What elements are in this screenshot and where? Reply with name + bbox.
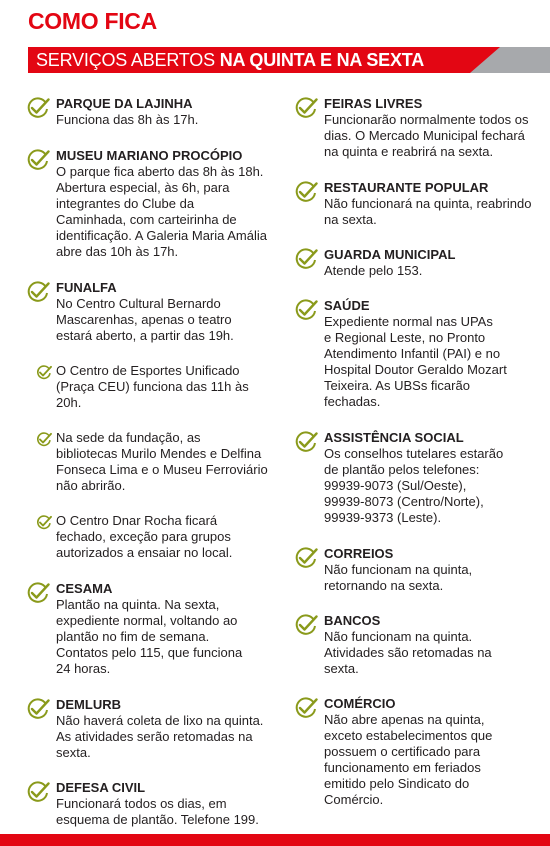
service-text-line: na quinta e reabrirá na sexta. [324,144,494,159]
service-text-line: funcionamento em feriados [324,760,481,775]
bottom-red-bar [0,834,550,846]
service-subitem-praca-ceu [26,363,276,411]
service-text-line: esquema de plantão. Telefone 199. [56,812,259,827]
service-text-line: Não haverá coleta de lixo na quinta. [56,713,264,728]
service-text-line: sexta. [56,745,91,760]
service-text-line: não abrirão. [56,478,126,493]
service-title: RESTAURANTE POPULAR [324,180,489,195]
service-item-correios [294,546,544,594]
service-text-line: sexta. [324,661,359,676]
service-text-line: 20h. [56,395,82,410]
banner-text [36,50,424,71]
service-text-line: plantão no fim de semana. [56,629,210,644]
service-text-line: Os conselhos tutelares estarão [324,446,504,461]
service-item-comercio [294,696,544,808]
checkmark-icon [26,97,50,119]
service-text-line: O Centro Dnar Rocha ficará [56,513,218,528]
service-text-line: fechadas. [324,394,381,409]
service-text-line: fechado, exceção para grupos [56,529,231,544]
service-text-line: 99939-8073 (Centro/Norte), [324,494,484,509]
service-text-line: Expediente normal nas UPAs [324,314,493,329]
service-item-bancos [294,613,544,677]
service-text-line: No Centro Cultural Bernardo [56,296,221,311]
service-title: BANCOS [324,613,381,628]
service-text-line: na sexta. [324,212,377,227]
small-checkmark-icon [36,365,52,380]
service-text-line: identificação. A Galeria Maria Amália [56,228,267,243]
service-item-cesama [26,581,276,677]
checkmark-icon [294,97,318,119]
service-text-line: exceto estabelecimentos que [324,728,493,743]
service-text-line: Atividades são retomadas na [324,645,492,660]
service-title: MUSEU MARIANO PROCÓPIO [56,148,243,163]
service-text-line: Não abre apenas na quinta, [324,712,485,727]
service-text-line: Não funcionam na quinta. [324,629,473,644]
service-text-line: As atividades serão retomadas na [56,729,253,744]
small-checkmark-icon [36,515,52,530]
checkmark-icon [294,431,318,453]
service-text-line: integrantes do Clube da [56,196,195,211]
checkmark-icon [26,281,50,303]
service-text-line: O parque fica aberto das 8h às 18h. [56,164,264,179]
banner-bold-text: NA QUINTA E NA SEXTA [219,50,425,70]
checkmark-icon [26,781,50,803]
checkmark-icon [26,149,50,171]
service-title: DEMLURB [56,697,121,712]
service-title: CESAMA [56,581,113,596]
service-text-line: expediente normal, voltando ao [56,613,238,628]
checkmark-icon [26,582,50,604]
service-title: FEIRAS LIVRES [324,96,423,111]
service-title: ASSISTÊNCIA SOCIAL [324,430,464,445]
service-text-line: Não funcionam na quinta, [324,562,473,577]
checkmark-icon [26,698,50,720]
service-text-line: Funcionará todos os dias, em [56,796,227,811]
service-text-line: Plantão na quinta. Na sexta, [56,597,220,612]
service-text-line: Não funcionará na quinta, reabrindo [324,196,532,211]
service-item-defesa-civil [26,780,276,828]
service-text-line: dias. O Mercado Municipal fechará [324,128,525,143]
service-text-line: Atende pelo 153. [324,263,423,278]
service-text-line: Teixeira. As UBSs ficarão [324,378,470,393]
service-subitem-centro-dnar-rocha [26,513,276,561]
service-text-line: Mascarenhas, apenas o teatro [56,312,232,327]
service-item-museu-mariano-procopio [26,148,276,260]
service-item-assistencia-social [294,430,544,526]
service-title: SAÚDE [324,298,370,313]
checkmark-icon [294,697,318,719]
service-text-line: abre das 10h às 17h. [56,244,179,259]
page-title: COMO FICA [28,8,157,34]
service-item-feiras-livres [294,96,544,160]
service-text-line: retornando na sexta. [324,578,444,593]
small-checkmark-icon [36,432,52,447]
service-text-line: 99939-9073 (Sul/Oeste), [324,478,467,493]
service-title: DEFESA CIVIL [56,780,146,795]
service-subitem-bibliotecas [26,430,276,494]
service-text-line: 99939-9373 (Leste). [324,510,442,525]
service-text-line: Atendimento Infantil (PAI) e no [324,346,501,361]
service-text-line: Funciona das 8h às 17h. [56,112,199,127]
service-text-line: O Centro de Esportes Unificado [56,363,240,378]
left-column [26,96,276,828]
service-text-line: Abertura especial, às 6h, para [56,180,230,195]
service-title: FUNALFA [56,280,117,295]
service-text-line: estará aberto, a partir das 19h. [56,328,234,343]
checkmark-icon [294,547,318,569]
service-text-line: emitido pelo Sindicato do [324,776,470,791]
service-title: CORREIOS [324,546,394,561]
service-text-line: Hospital Doutor Geraldo Mozart [324,362,507,377]
banner-normal-text: SERVIÇOS ABERTOS [36,50,220,70]
service-text-line: possuem o certificado para [324,744,481,759]
service-text-line: Funcionarão normalmente todos os [324,112,529,127]
checkmark-icon [294,299,318,321]
service-item-funalfa [26,280,276,344]
service-title: PARQUE DA LAJINHA [56,96,193,111]
service-text-line: de plantão pelos telefones: [324,462,480,477]
service-title: GUARDA MUNICIPAL [324,247,456,262]
service-item-restaurante-popular [294,180,544,228]
service-item-saude [294,298,544,410]
service-text-line: autorizados a ensaiar no local. [56,545,233,560]
service-text-line: Na sede da fundação, as [56,430,201,445]
service-text-line: bibliotecas Murilo Mendes e Delfina [56,446,262,461]
service-text-line: 24 horas. [56,661,111,676]
service-text-line: Comércio. [324,792,384,807]
checkmark-icon [294,248,318,270]
service-item-parque-da-lajinha [26,96,276,128]
banner-gray-tail [470,47,550,73]
service-text-line: Fonseca Lima e o Museu Ferroviário [56,462,268,477]
service-title: COMÉRCIO [324,696,396,711]
service-item-guarda-municipal [294,247,544,279]
right-column [294,96,544,808]
checkmark-icon [294,614,318,636]
service-text-line: e Regional Leste, no Pronto [324,330,486,345]
checkmark-icon [294,181,318,203]
service-text-line: Caminhada, com carteirinha de [56,212,237,227]
section-banner [28,47,550,73]
service-text-line: (Praça CEU) funciona das 11h às [56,379,249,394]
service-text-line: Contatos pelo 115, que funciona [56,645,243,660]
service-item-demlurb [26,697,276,761]
